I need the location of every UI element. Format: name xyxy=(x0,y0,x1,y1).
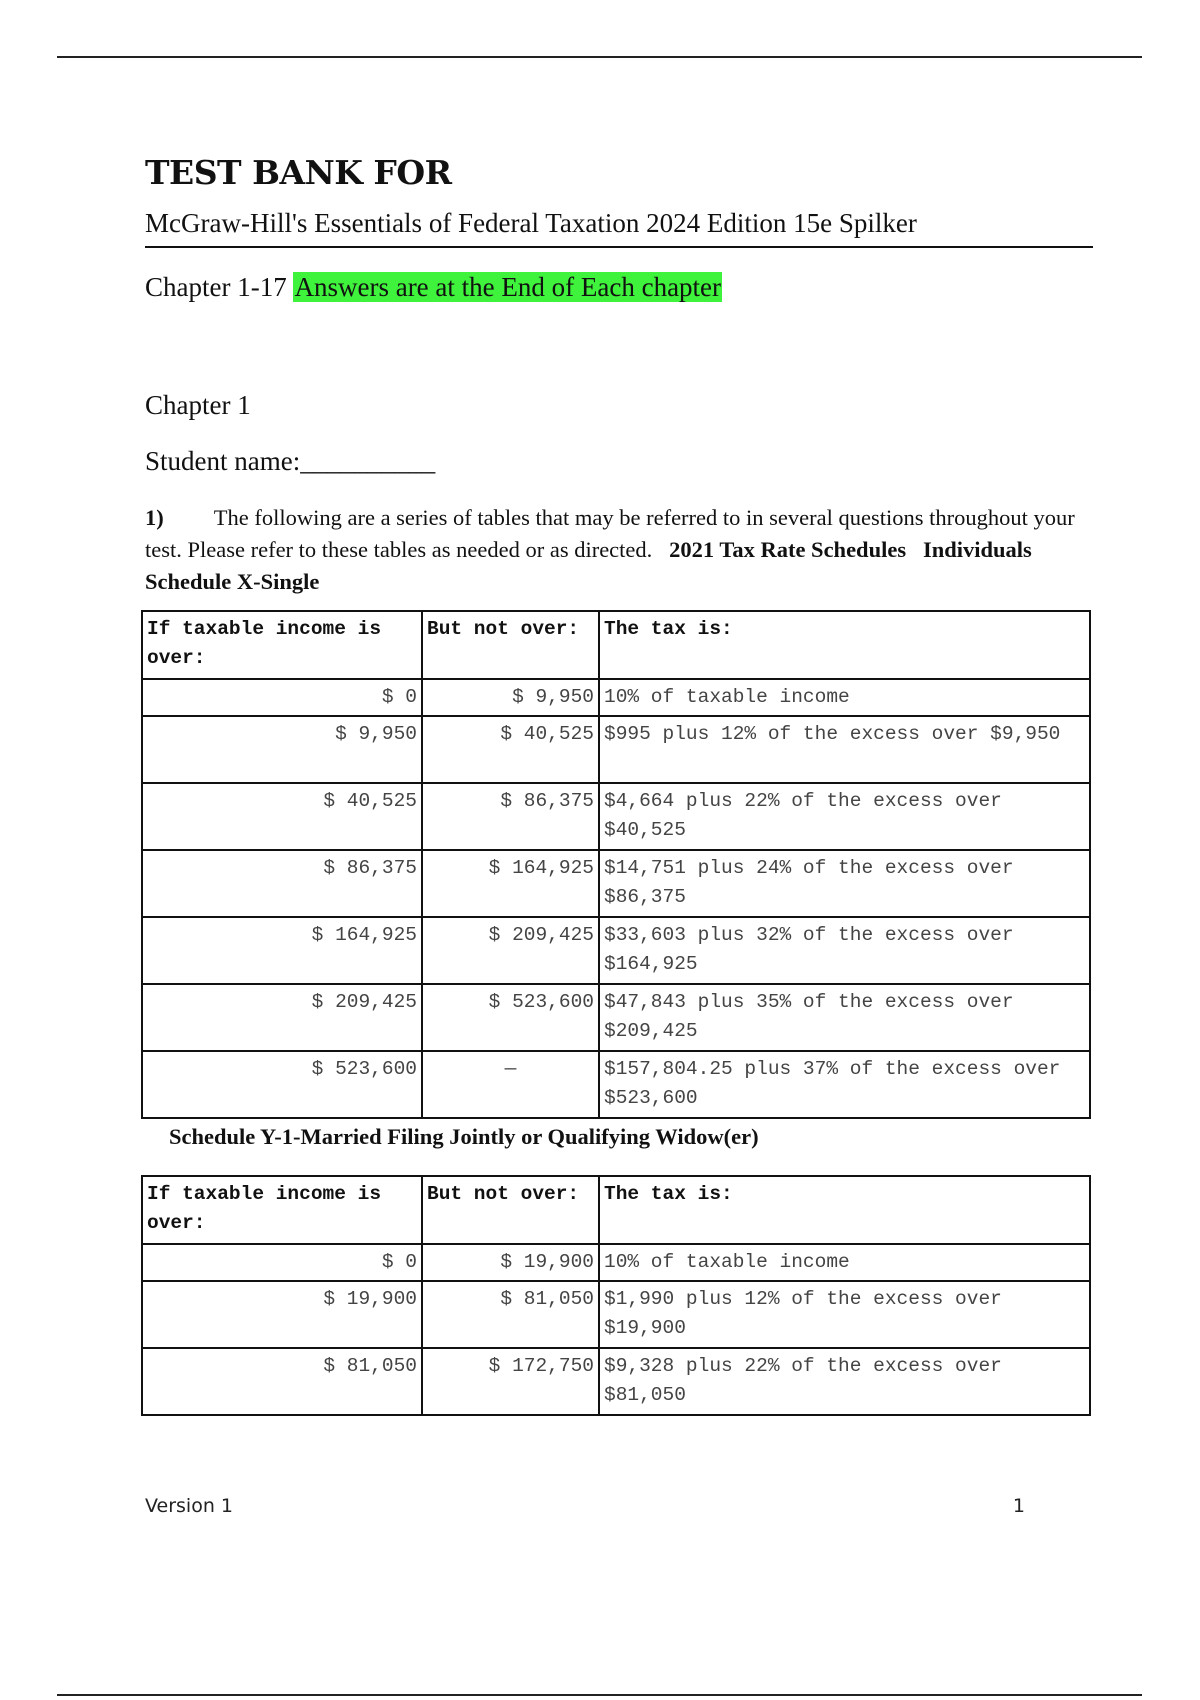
cell-over: $ 209,425 xyxy=(142,984,422,1051)
table-row xyxy=(142,1348,1090,1415)
table-row xyxy=(142,917,1090,984)
cell-not-over: $ 9,950 xyxy=(422,679,599,716)
cell-tax: $33,603 plus 32% of the excess over $164,925 xyxy=(599,917,1090,984)
col-header-not-over: But not over: xyxy=(422,1176,599,1244)
document-title: TEST BANK FOR xyxy=(145,153,452,192)
bottom-rule xyxy=(57,1694,1142,1696)
cell-tax: $47,843 plus 35% of the excess over $209,425 xyxy=(599,984,1090,1051)
cell-over: $ 0 xyxy=(142,679,422,716)
cell-over: $ 0 xyxy=(142,1244,422,1281)
table-row xyxy=(142,679,1090,716)
cell-tax: $9,328 plus 22% of the excess over $81,050 xyxy=(599,1348,1090,1415)
cell-tax: $1,990 plus 12% of the excess over $19,900 xyxy=(599,1281,1090,1348)
student-name-line: Student name:__________ xyxy=(145,446,436,476)
cell-tax: 10% of taxable income xyxy=(599,679,1090,716)
chapter-heading: Chapter 1 xyxy=(145,390,251,420)
cell-over: $ 40,525 xyxy=(142,783,422,850)
cell-not-over: $ 40,525 xyxy=(422,716,599,783)
cell-not-over: $ 81,050 xyxy=(422,1281,599,1348)
table-row xyxy=(142,1244,1090,1281)
cell-over: $ 9,950 xyxy=(142,716,422,783)
cell-not-over: $ 172,750 xyxy=(422,1348,599,1415)
question-text: The following are a series of tables that may be referred to in several questions throughout your test. Please refer to these tables as needed or as directed. xyxy=(145,505,1075,562)
chapter-range-line xyxy=(145,270,1093,304)
top-rule xyxy=(57,56,1142,58)
table-header-row xyxy=(142,1176,1090,1244)
question-1 xyxy=(145,502,1093,598)
answers-note-highlight: Answers are at the End of Each chapter xyxy=(294,272,722,302)
tax-rate-schedules-label: 2021 Tax Rate Schedules xyxy=(669,537,907,562)
table-row xyxy=(142,984,1090,1051)
page-number: 1 xyxy=(1012,1495,1025,1517)
cell-tax: $157,804.25 plus 37% of the excess over $523,600 xyxy=(599,1051,1090,1118)
version-label: Version 1 xyxy=(145,1495,233,1517)
page-footer xyxy=(145,1495,1025,1517)
col-header-not-over: But not over: xyxy=(422,611,599,679)
cell-tax: $995 plus 12% of the excess over $9,950 xyxy=(599,716,1090,783)
table-row xyxy=(142,1051,1090,1118)
col-header-over: If taxable income is over: xyxy=(142,1176,422,1244)
question-number: 1) xyxy=(145,505,164,530)
cell-not-over: $ 523,600 xyxy=(422,984,599,1051)
table-row xyxy=(142,1281,1090,1348)
table-row xyxy=(142,850,1090,917)
cell-not-over: $ 19,900 xyxy=(422,1244,599,1281)
cell-over: $ 19,900 xyxy=(142,1281,422,1348)
schedule-y1-label: Schedule Y-1-Married Filing Jointly or Qualifying Widow(er) xyxy=(169,1124,759,1149)
cell-tax: $4,664 plus 22% of the excess over $40,525 xyxy=(599,783,1090,850)
cell-over: $ 523,600 xyxy=(142,1051,422,1118)
individuals-label: Individuals xyxy=(922,537,1032,562)
chapter-range: Chapter 1-17 xyxy=(145,272,287,302)
cell-over: $ 164,925 xyxy=(142,917,422,984)
col-header-tax: The tax is: xyxy=(599,1176,1090,1244)
cell-not-over: $ 209,425 xyxy=(422,917,599,984)
cell-over: $ 81,050 xyxy=(142,1348,422,1415)
schedule-x-table xyxy=(141,610,1091,1119)
page-content xyxy=(145,150,1093,1416)
table-row xyxy=(142,783,1090,850)
cell-over: $ 86,375 xyxy=(142,850,422,917)
cell-tax: 10% of taxable income xyxy=(599,1244,1090,1281)
cell-not-over: $ 164,925 xyxy=(422,850,599,917)
schedule-y1-table xyxy=(141,1175,1091,1416)
document-subtitle: McGraw-Hill's Essentials of Federal Taxation 2024 Edition 15e Spilker xyxy=(145,206,1093,248)
col-header-tax: The tax is: xyxy=(599,611,1090,679)
table-row xyxy=(142,716,1090,783)
cell-not-over: $ 86,375 xyxy=(422,783,599,850)
cell-not-over: — xyxy=(422,1051,599,1118)
schedule-x-label: Schedule X-Single xyxy=(145,569,320,594)
col-header-over: If taxable income is over: xyxy=(142,611,422,679)
cell-tax: $14,751 plus 24% of the excess over $86,375 xyxy=(599,850,1090,917)
table-header-row xyxy=(142,611,1090,679)
